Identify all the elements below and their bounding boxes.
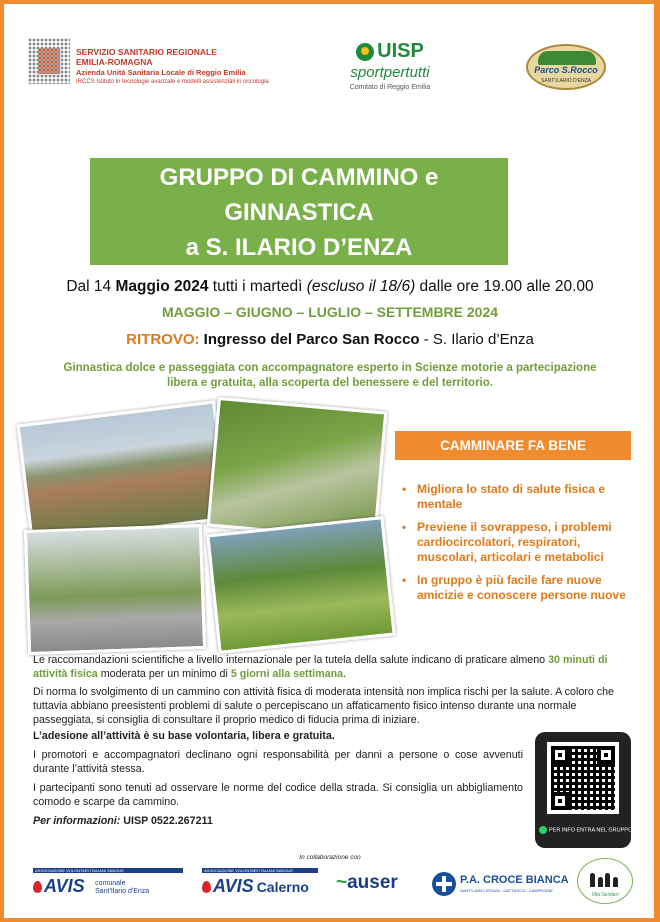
benefits-list <box>400 482 630 611</box>
benefit-text: Previene il sovrappeso, i problemi cardiocircolatori, respiratori, muscolari, articolari e metabolici <box>417 520 612 564</box>
uisp-name: UISP <box>377 40 424 62</box>
whatsapp-icon <box>539 826 547 834</box>
qr-finder-icon <box>551 746 569 764</box>
photo-park-entrance <box>24 524 206 655</box>
avis-wordmark <box>33 876 85 897</box>
person-icon <box>590 873 595 887</box>
parco-name: Parco S.Rocco <box>534 65 598 75</box>
families-logo <box>577 858 633 904</box>
title-box <box>90 158 508 265</box>
benefit-item <box>400 482 630 512</box>
photo-town-aerial <box>16 400 229 543</box>
qr-finder-icon <box>597 746 615 764</box>
avis-bar: ASSOCIAZIONE VOLONTARI ITALIANI SANGUE <box>202 868 318 873</box>
months-line: MAGGIO – GIUGNO – LUGLIO – SETTEMBRE 2024 <box>161 304 499 320</box>
cross-icon <box>432 872 456 896</box>
croce-bianca-logo <box>432 868 582 902</box>
info-value: UISP 0522.267211 <box>120 815 213 827</box>
person-icon <box>598 877 603 887</box>
avis-santilario-logo <box>33 868 183 902</box>
liability-paragraph: I promotori e accompagnatori declinano ogni responsabilità per danni a persone o cose avvenuti durante l’attività stessa. <box>33 749 523 775</box>
benefits-heading: CAMMINARE FA BENE <box>395 431 631 460</box>
title-line2: GINNASTICA <box>224 199 374 226</box>
qr-label <box>539 826 633 834</box>
parco-logo <box>526 44 606 90</box>
title-line1: GRUPPO DI CAMMINO e <box>159 164 439 191</box>
schedule-prefix: Dal 14 <box>66 278 116 295</box>
schedule-line <box>0 278 660 296</box>
road-rules-paragraph: I partecipanti sono tenuti ad osservare le norme del codice della strada. Si consiglia un abbigliamento comodo e scarpe da cammino. <box>33 782 523 808</box>
schedule-middle: tutti i martedì <box>208 278 307 295</box>
qr-finder-icon <box>551 792 569 810</box>
ssr-line4: IRCCS Istituto in tecnologie avanzate e modelli assistenziali in oncologia <box>76 79 269 85</box>
avis-name: AVIS <box>213 876 254 896</box>
benefit-item <box>400 520 630 565</box>
voluntary-paragraph: L’adesione all’attività è su base volontaria, libera e gratuita. <box>33 730 335 742</box>
families-label: Vita Sentieri <box>591 892 619 898</box>
bullet-icon: • <box>402 482 407 496</box>
parco-sub: SANT'ILARIO D'ENZA <box>541 78 591 84</box>
benefit-text: Migliora lo stato di salute fisica e mentale <box>417 482 606 511</box>
blood-drop-icon <box>202 881 211 893</box>
croce-title: P.A. CROCE BIANCA <box>460 874 569 886</box>
intro-text: Ginnastica dolce e passeggiata con accompagnatore esperto in Scienze motorie a partecipazione libera e gratuita, alla scoperta del benessere e del territorio. <box>63 362 597 389</box>
p1-a: Le raccomandazioni scientifiche a livello internazionale per la tutela della salute indicano di praticare almeno <box>33 654 549 666</box>
info-label: Per informazioni: <box>33 815 121 827</box>
auser-name: auser <box>347 872 398 893</box>
title-line3: a S. ILARIO D’ENZA <box>185 234 413 261</box>
avis-wordmark <box>202 876 254 897</box>
poster-frame-right <box>654 0 660 922</box>
uisp-logo <box>330 40 450 91</box>
meeting-place: Ingresso del Parco San Rocco <box>199 331 420 348</box>
meeting-town: - S. Ilario d’Enza <box>419 331 534 348</box>
ssr-line2: EMILIA-ROMAGNA <box>76 57 153 67</box>
auser-logo <box>336 872 416 906</box>
avis-calerno-logo <box>202 868 318 902</box>
info-line <box>33 815 333 829</box>
recommendations-paragraph <box>33 654 631 682</box>
p1-b: 30 minuti di attività fisica <box>33 654 608 680</box>
schedule-date: Maggio 2024 <box>115 278 209 295</box>
uisp-committee: Comitato di Reggio Emilia <box>349 84 431 91</box>
avis-sub <box>95 880 149 896</box>
avis-bar: ASSOCIAZIONE VOLONTARI ITALIANI SANGUE <box>33 868 183 873</box>
health-paragraph: Di norma lo svolgimento di un cammino con attività fisica di moderata intensità non implica rischi per la salute. A coloro che tuttavia abbiano preesistenti problemi di salute o percepiscano un affaticamento fisico intenso durante una normale passeggiata, si consiglia di consultare il proprio medico di fiducia prima di iniziare. <box>33 686 614 726</box>
ssr-line1: SERVIZIO SANITARIO REGIONALE <box>76 47 217 57</box>
qr-code[interactable] <box>547 742 619 814</box>
qr-label-text: PER INFO ENTRA NEL GRUPPO <box>549 827 633 834</box>
ssr-dot-grid-icon <box>28 38 70 84</box>
avis-sub1: comunale <box>95 880 126 887</box>
uisp-wordmark <box>330 40 450 63</box>
benefit-item <box>400 573 630 603</box>
tree-icon <box>538 51 596 65</box>
blood-drop-icon <box>33 881 42 893</box>
bullet-icon: • <box>402 520 407 534</box>
avis-name: AVIS <box>44 876 85 896</box>
avis-calerno: Calerno <box>256 879 309 895</box>
person-icon <box>605 873 610 887</box>
schedule-excluded: (escluso il 18/6) <box>306 278 416 295</box>
ssr-line3: Azienda Unità Sanitaria Locale di Reggio Emilia <box>76 68 246 77</box>
qr-panel[interactable] <box>535 732 631 848</box>
uisp-tagline: sportpertutti <box>350 64 430 81</box>
schedule-hours: dalle ore 19.00 alle 20.00 <box>415 278 594 295</box>
person-icon <box>613 877 618 887</box>
avis-sub2: Sant'Ilario d'Enza <box>95 888 150 895</box>
benefit-text: In gruppo è più facile fare nuove amicizie e conoscere persone nuove <box>417 573 626 602</box>
p1-c: moderata per un minimo di <box>97 667 231 680</box>
bullet-icon: • <box>402 573 407 587</box>
meeting-point <box>0 331 660 348</box>
p1-e: . <box>343 667 347 680</box>
collaboration-label: In collaborazione con <box>299 854 361 861</box>
p1-d: 5 giorni alla settimana <box>230 667 344 680</box>
photo-group-exercise <box>206 516 396 654</box>
auser-swoosh-icon: ~ <box>336 872 348 893</box>
croce-sub: SANT'ILARIO D'ENZA - GATTATICO - CAMPEGINE <box>460 888 553 893</box>
meeting-label: RITROVO: <box>126 331 200 348</box>
uisp-emblem-icon <box>356 43 374 61</box>
